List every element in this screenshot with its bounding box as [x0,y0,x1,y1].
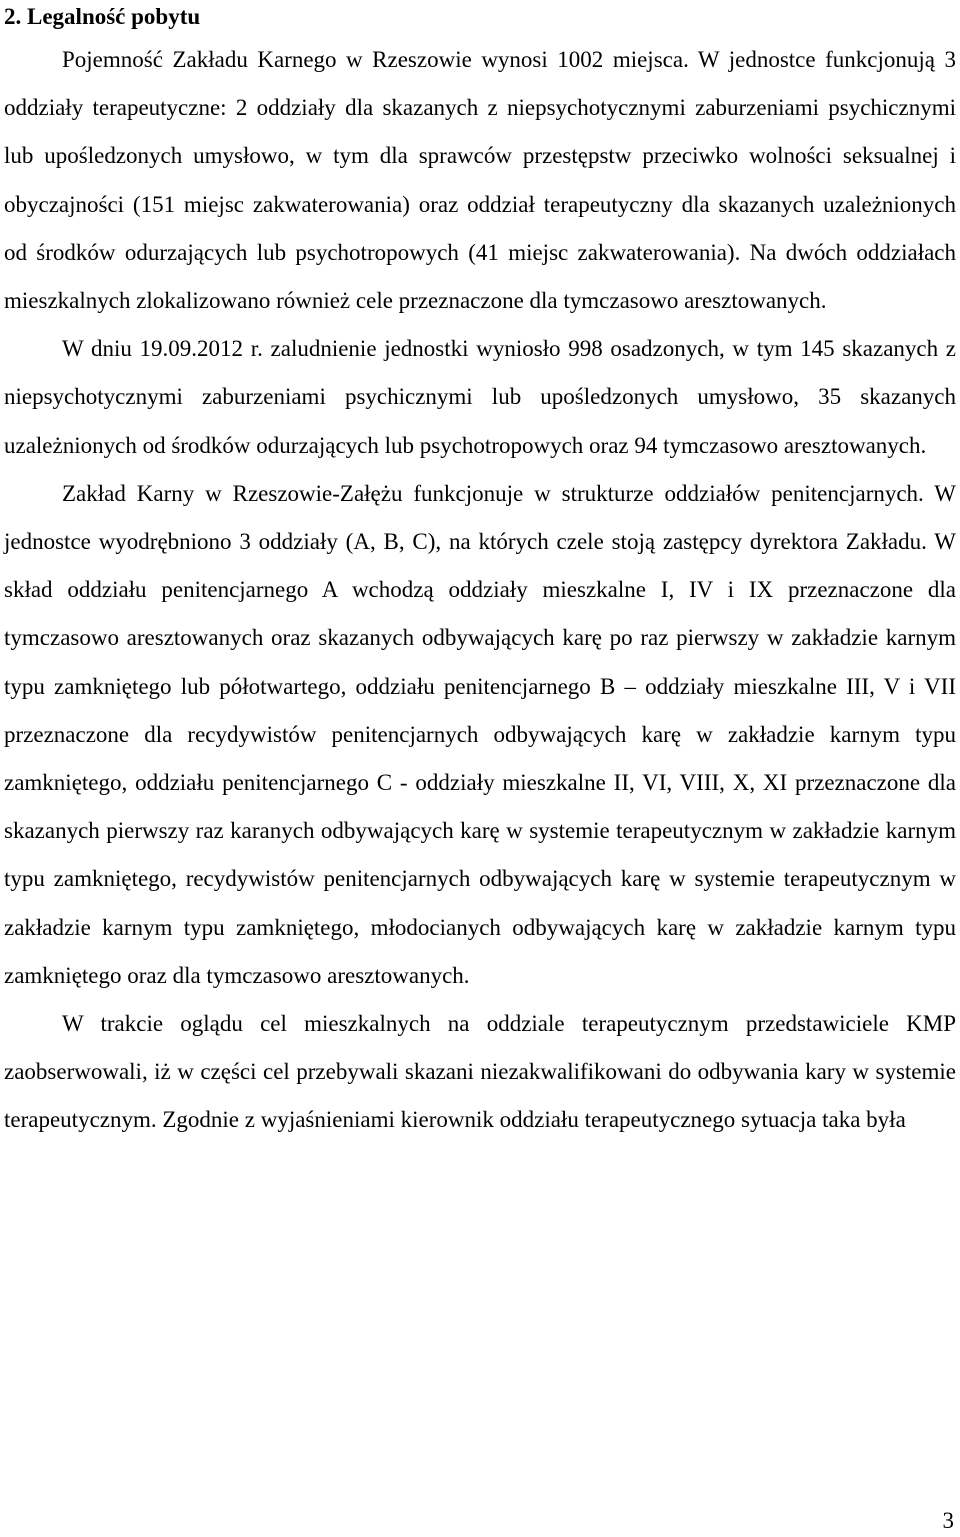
paragraph-observations: W trakcie oglądu cel mieszkalnych na oddziale terapeutycznym przedstawiciele KMP zaobserwowali, iż w części cel przebywali skazani niezakwalifikowani do odbywania kary w systemie terapeutycznym. Zgodnie z wyjaśnieniami kierownik oddziału terapeutycznego sytuacja taka była [4,1011,956,1133]
paragraph-population: W dniu 19.09.2012 r. zaludnienie jednostki wyniosło 998 osadzonych, w tym 145 skazanych z niepsychotycznymi zaburzeniami psychicznymi lub upośledzonych umysłowo, 35 skazanych uzależnionych od środków odurzających lub psychotropowych oraz 94 tymczasowo aresztowanych. [4,336,956,458]
document-page [4,0,956,1145]
paragraph-structure: Zakład Karny w Rzeszowie-Załężu funkcjonuje w strukturze oddziałów penitencjarnych. W jednostce wyodrębniono 3 oddziały (A, B, C), na których czele stoją zastępcy dyrektora Zakładu. W skład oddziału penitencjarnego A wchodzą oddziały mieszkalne I, IV i IX przeznaczone dla tymczasowo aresztowanych oraz skazanych odbywających karę po raz pierwszy w zakładzie karnym typu zamkniętego lub półotwartego, oddziału penitencjarnego B – oddziały mieszkalne III, V i VII przeznaczone dla recydywistów penitencjarnych odbywających karę w zakładzie karnym typu zamkniętego, oddziału penitencjarnego C - oddziały mieszkalne II, VI, VIII, X, XI przeznaczone dla skazanych pierwszy raz karanych odbywających karę w systemie terapeutycznym w zakładzie karnym typu zamkniętego, recydywistów penitencjarnych odbywających karę w systemie terapeutycznym w zakładzie karnym typu zamkniętego, młodocianych odbywających karę w zakładzie karnym typu zamkniętego oraz dla tymczasowo aresztowanych. [4,480,956,988]
page-number: 3 [942,1508,954,1533]
paragraph-capacity: Pojemność Zakładu Karnego w Rzeszowie wynosi 1002 miejsca. W jednostce funkcjonują 3 oddziały terapeutyczne: 2 oddziały dla skazanych z niepsychotycznymi zaburzeniami psychicznymi lub upośledzonych umysłowo, w tym dla sprawców przestępstw przeciwko wolności seksualnej i obyczajności (151 miejsc zakwaterowania) oraz oddział terapeutyczny dla skazanych uzależnionych od środków odurzających lub psychotropowych (41 miejsc zakwaterowania). Na dwóch oddziałach mieszkalnych zlokalizowano również cele przeznaczone dla tymczasowo aresztowanych. [4,47,956,314]
section-heading: 2. Legalność pobytu [4,4,201,29]
